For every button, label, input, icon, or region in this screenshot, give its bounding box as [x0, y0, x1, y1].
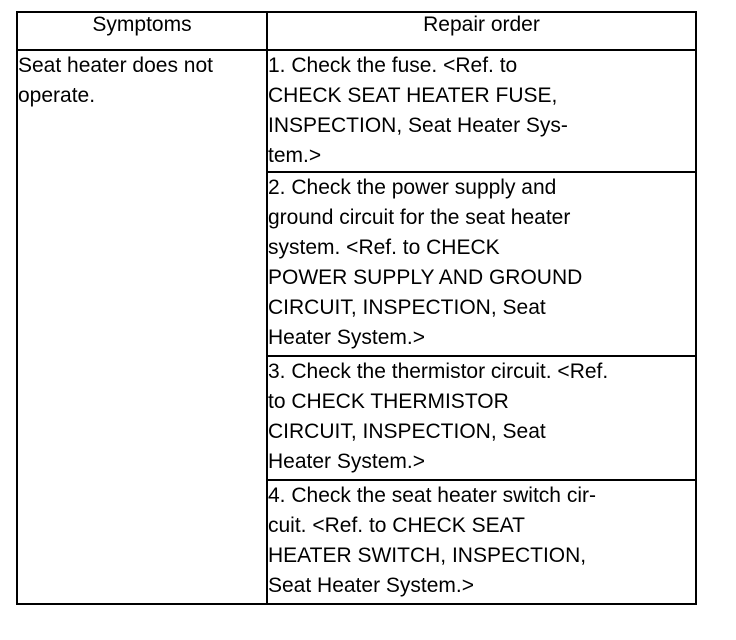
table-row — [17, 50, 696, 172]
repair-step-4 — [267, 480, 696, 604]
step-line: Heater System.> — [268, 326, 425, 349]
step-line: 4. Check the seat heater switch cir- — [268, 484, 596, 507]
step-line: ground circuit for the seat heater — [268, 206, 571, 229]
repair-step-1 — [267, 50, 696, 172]
step-line: CIRCUIT, INSPECTION, Seat — [268, 420, 546, 443]
repair-step-2 — [267, 172, 696, 356]
repair-step-3 — [267, 356, 696, 480]
step-line: CIRCUIT, INSPECTION, Seat — [268, 296, 546, 319]
step-line: to CHECK THERMISTOR — [268, 390, 509, 413]
step-line: 3. Check the thermistor circuit. <Ref. — [268, 360, 609, 383]
step-line: HEATER SWITCH, INSPECTION, — [268, 544, 587, 567]
step-line: 1. Check the fuse. <Ref. to — [268, 54, 518, 77]
step-line: 2. Check the power supply and — [268, 176, 557, 199]
step-line: Heater System.> — [268, 450, 425, 473]
step-line: Seat Heater System.> — [268, 574, 475, 597]
step-line: cuit. <Ref. to CHECK SEAT — [268, 514, 525, 537]
symptom-line: operate. — [18, 84, 96, 107]
symptoms-header: Symptoms — [17, 12, 267, 50]
header-row — [17, 12, 696, 50]
repair-order-table — [16, 11, 697, 605]
repair-order-header: Repair order — [267, 12, 696, 50]
symptom-line: Seat heater does not — [18, 54, 213, 77]
step-line: INSPECTION, Seat Heater Sys- — [268, 114, 568, 137]
symptom-cell — [17, 50, 267, 604]
step-line: CHECK SEAT HEATER FUSE, — [268, 84, 558, 107]
step-line: system. <Ref. to CHECK — [268, 236, 500, 259]
step-line: POWER SUPPLY AND GROUND — [268, 266, 583, 289]
step-line: tem.> — [268, 144, 322, 167]
